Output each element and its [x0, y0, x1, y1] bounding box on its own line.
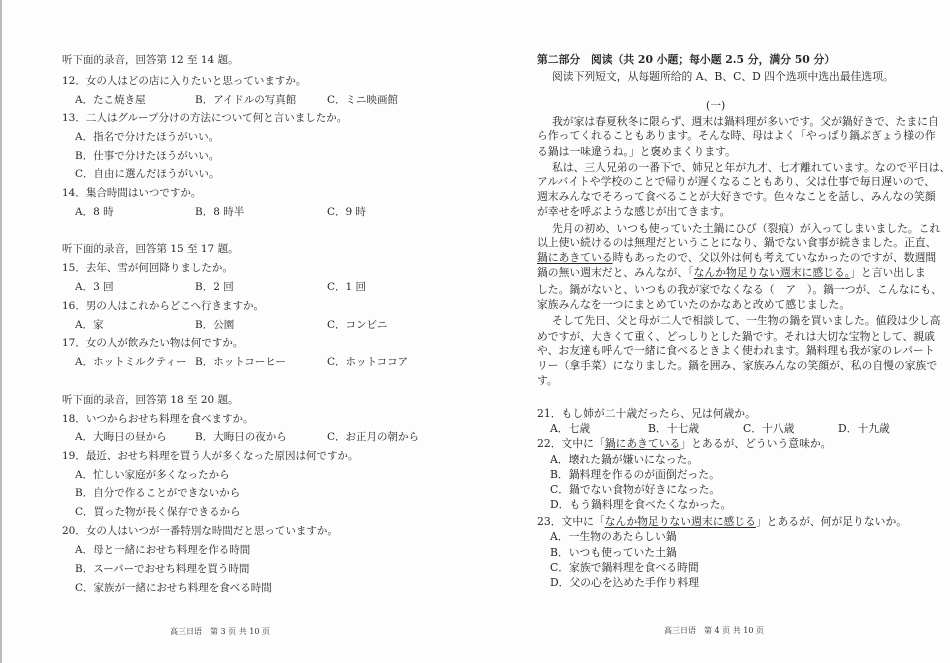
option: A．母と一緒におせち料理を作る時間: [75, 544, 251, 556]
option: A．指名で分けたほうがいい。: [75, 131, 220, 143]
option: B．公園: [195, 319, 235, 331]
option: B．スーパーでおせち料理を買う時間: [75, 563, 250, 575]
option: B．大晦日の夜から: [195, 431, 287, 443]
option: A．3 回: [75, 281, 114, 293]
option: C．ホットココア: [327, 356, 409, 368]
question-text: 22．文中に「: [537, 437, 605, 450]
section-instruction: 听下面的录音，回答第 18 至 20 题。: [62, 394, 239, 406]
question-16: 16．男の人はこれからどこへ行きますか。: [62, 300, 264, 312]
passage-line: 家族みんなを一つにまとめていたのかなあと改めて感じました。: [537, 298, 851, 311]
underlined-phrase: なんか物足りない週末に感じる: [604, 515, 756, 528]
reading-instruction: 阅读下列短文，从每题所给的 A、B、C、D 四个选项中选出最佳选项。: [552, 70, 894, 83]
section-instruction: 听下面的录音，回答第 15 至 17 题。: [62, 243, 239, 255]
option: C．お正月の朝から: [327, 431, 420, 443]
question-18: 18．いつからおせち料理を食べますか。: [62, 413, 254, 425]
option: C．家族で鍋料理を食べる時間: [550, 561, 699, 574]
passage-line: や、お友達も呼んで一緒に食べるときよく使われます。鍋料理も我が家のレパート: [537, 344, 935, 357]
page-footer: 高三日语 第 3 页 共 10 页: [170, 627, 270, 636]
question-21: 21．もし姉が二十歳だったら、兄は何歳か。: [537, 407, 756, 420]
question-15: 15．去年、雪が何回降りましたか。: [62, 262, 233, 274]
passage-text: 」と言い出しま: [850, 266, 926, 279]
section-instruction: 听下面的录音，回答第 12 至 14 题。: [62, 54, 239, 66]
option: B．仕事で分けたほうがいい。: [75, 150, 220, 162]
option: A．七歳: [550, 422, 591, 435]
passage-line: る鍋は一味違うね。」と褒めまくります。: [537, 145, 736, 158]
option: A．たこ焼き屋: [75, 94, 146, 106]
passage-line: めですが、大きくて重く、どっしりとした鍋です。それは大切な宝物として、親戚: [537, 330, 935, 343]
option: A．一生物のあたらしい鍋: [550, 530, 677, 543]
option: A．忙しい家庭が多くなったから: [75, 469, 230, 481]
option: C．9 時: [327, 206, 367, 218]
passage-line: そして先日、父と母が二人で相談して、一生物の鍋を買いました。値段は少し高: [552, 314, 941, 327]
option: C．自由に選んだほうがいい。: [75, 168, 220, 180]
option: C．十八歳: [743, 422, 795, 435]
passage-line: 私は、三人兄弟の一番下で、姉兄と年が九才、七才離れています。なので平日は、: [552, 161, 950, 174]
question-14: 14．集合時間はいつですか。: [62, 187, 202, 199]
option: C．家族が一緒におせち料理を食べる時間: [75, 582, 272, 594]
passage-line: [537, 266, 926, 280]
option: A．家: [75, 319, 104, 331]
passage-line: ら作ってくれることもあります。そんな時、母はよく「やっぱり鍋ぶぎょう様の作: [537, 129, 936, 142]
option: C．ミニ映画館: [327, 94, 399, 106]
passage-text: 鍋の無い週末だと、みんなが、「: [537, 266, 694, 279]
passage-line: [537, 251, 937, 265]
passage-line: 先月の初め、いつも使っていた土鍋にひび（裂痕）が入ってしまいました。これ: [552, 222, 941, 235]
question-12: 12．女の人はどの店に入りたいと思っていますか。: [62, 75, 307, 87]
option: A．壊れた鍋が嫌いになった。: [550, 453, 699, 466]
underlined-phrase: なんか物足りない週末に感じる。: [693, 266, 851, 279]
option: B．2 回: [195, 281, 234, 293]
question-20: 20．女の人はいつが一番特別な時間だと思っていますか。: [62, 525, 338, 537]
question-19: 19．最近、おせち料理を買う人が多くなった原因は何ですか。: [62, 450, 359, 462]
option: A．大晦日の昼から: [75, 431, 167, 443]
question-13: 13．二人はグループ分けの方法について何と言いましたか。: [62, 112, 348, 124]
option: B．ホットコーヒー: [195, 356, 286, 368]
underlined-phrase: 鍋にあきている: [537, 251, 613, 264]
question-text: 」とあるが、何が足りないか。: [755, 515, 908, 528]
underlined-phrase: 鍋にあきている: [604, 437, 681, 450]
passage-number: (一): [706, 99, 726, 112]
option: C．買った物が長く保存できるから: [75, 506, 241, 518]
page-footer: 高三日语 第 4 页 共 10 页: [664, 626, 764, 635]
question-22: [537, 437, 831, 451]
question-text: 」とあるが、どういう意味か。: [680, 437, 832, 450]
option: B．8 時半: [195, 206, 245, 218]
option: C．コンビニ: [327, 319, 388, 331]
option: A．8 時: [75, 206, 114, 218]
option: D．十九歳: [838, 422, 890, 435]
option: B．自分で作ることができないから: [75, 487, 241, 499]
question-text: 23．文中に「: [537, 515, 605, 528]
option: B．十七歳: [648, 422, 700, 435]
option: B．いつも使っていた土鍋: [550, 546, 677, 559]
passage-line: した。鍋がないと、いつもの我が家でなくなる（ ア ）。鍋一つが、こんなにも、: [537, 283, 942, 296]
option: D．もう鍋料理を食べたくなかった。: [550, 498, 732, 511]
passage-line: アルバイトや学校のことで帰りが遅くなることもあり、父は仕事で毎日遅いので、: [537, 175, 936, 188]
passage-line: 以上使い続けるのは無理だということになり、鍋でない食事が続きました。正直、: [537, 236, 937, 249]
passage-text: 時もあったので、父以外は何も考えていなかったのですが、数週間: [612, 251, 937, 264]
passage-line: 週末みんなでそろって食べることが大好きです。色々なことを話し、みんなの笑顔: [537, 190, 936, 203]
passage-line: が幸せを呼ぶような感じが出てきます。: [537, 205, 731, 218]
option: B．鍋料理を作るのが面倒だった。: [550, 468, 720, 481]
option: A．ホットミルクティー: [75, 356, 187, 368]
question-23: [537, 515, 907, 529]
option: D．父の心を込めた手作り料理: [550, 576, 700, 589]
passage-line: 我が家は春夏秋冬に限らず、週末は鍋料理が多いです。父が鍋好きで、たまに自: [552, 115, 939, 128]
page-edge: [0, 0, 2, 663]
part-title: 第二部分 阅读（共 20 小题；每小题 2.5 分，满分 50 分）: [537, 53, 836, 66]
option: C．鍋でない食物が好きになった。: [550, 483, 721, 496]
passage-line: す。: [537, 374, 558, 387]
passage-line: リー（拿手菜）になりました。鍋を囲み、家族みんなの笑顔が、私の自慢の家族で: [537, 359, 938, 372]
option: B．アイドルの写真館: [195, 94, 297, 106]
question-17: 17．女の人が飲みたい物は何ですか。: [62, 337, 244, 349]
option: C．1 回: [327, 281, 367, 293]
